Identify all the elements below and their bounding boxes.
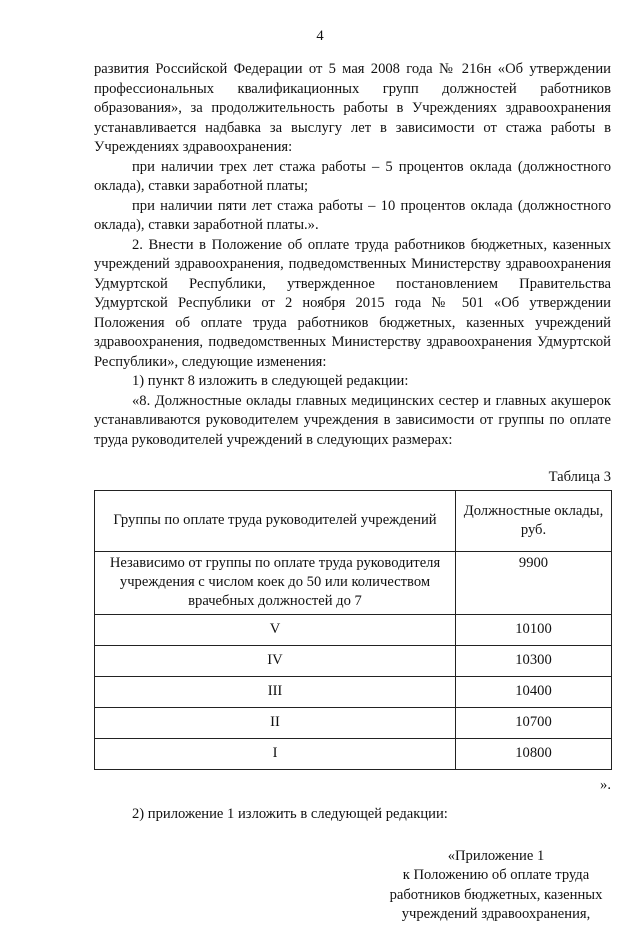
table-row [95, 614, 612, 645]
header-salaries: Должностные оклады, руб. [456, 490, 612, 551]
paragraph-item-2: 2) приложение 1 изложить в следующей редакции: [132, 806, 448, 822]
table-caption: Таблица 3 [548, 469, 611, 485]
table-row [95, 738, 612, 769]
paragraph-continuation: развития Российской Федерации от 5 мая 2008 года № 216н «Об утверждении профессиональных квалификационных групп должностей работников образования», за продолжительность работы в Учреждениях здравоохранения устанавливается надбавка за выслугу лет в зависимости от стажа работы в Учреждениях здравоохранения: [94, 61, 611, 155]
table-row [95, 707, 612, 738]
page-number: 4 [316, 28, 324, 44]
appendix-line: «Приложение 1 [447, 847, 545, 864]
header-groups: Группы по оплате труда руководителей учреждений [95, 490, 456, 551]
group-cell: I [95, 738, 456, 769]
paragraph-three-years: при наличии трех лет стажа работы – 5 процентов оклада (должностного оклада), ставки заработной платы; [94, 158, 611, 194]
appendix-line: учреждений здравоохранения, [401, 906, 591, 922]
appendix-line: работников бюджетных, казенных [389, 886, 603, 903]
appendix-line: к Положению об оплате труда [402, 867, 590, 883]
salary-cell: 10400 [456, 676, 612, 707]
salary-cell: 9900 [456, 551, 612, 614]
table-row [95, 676, 612, 707]
salary-cell: 10700 [456, 707, 612, 738]
table-row [95, 645, 612, 676]
salary-cell: 10100 [456, 614, 612, 645]
closing-quote: ». [600, 776, 611, 793]
salary-cell: 10800 [456, 738, 612, 769]
appendix-heading [380, 847, 612, 925]
paragraph-item-1: 1) пункт 8 изложить в следующей редакции: [132, 373, 409, 389]
paragraph-point-8: «8. Должностные оклады главных медицинских сестер и главных акушерок устанавливаются руководителем учреждения в зависимости от группы по оплате труда руководителей учреждений в следующих размерах: [94, 392, 611, 448]
group-cell: V [95, 614, 456, 645]
table-row [95, 551, 612, 614]
group-cell: Независимо от группы по оплате труда руководителя учреждения с числом коек до 50 или количеством врачебных должностей до 7 [95, 551, 456, 614]
salary-table [94, 490, 612, 770]
paragraph-five-years: при наличии пяти лет стажа работы – 10 процентов оклада (должностного оклада), ставки заработной платы.». [94, 197, 611, 233]
group-cell: III [95, 676, 456, 707]
group-cell: IV [95, 645, 456, 676]
group-cell: II [95, 707, 456, 738]
salary-cell: 10300 [456, 645, 612, 676]
table-header-row [95, 490, 612, 551]
document-body [94, 60, 611, 925]
paragraph-amendment: 2. Внести в Положение об оплате труда работников бюджетных, казенных учреждений здравоохранения, подведомственных Министерству здравоохранения Удмуртской Республики, утвержденное постановлением Правительства Удмуртской Республики от 2 ноября 2015 года № 501 «Об утверждении Положения об оплате труда работников бюджетных, казенных учреждений здравоохранения, подведомственных Министерству здравоохранения Удмуртской Республики», следующие изменения: [94, 236, 611, 370]
